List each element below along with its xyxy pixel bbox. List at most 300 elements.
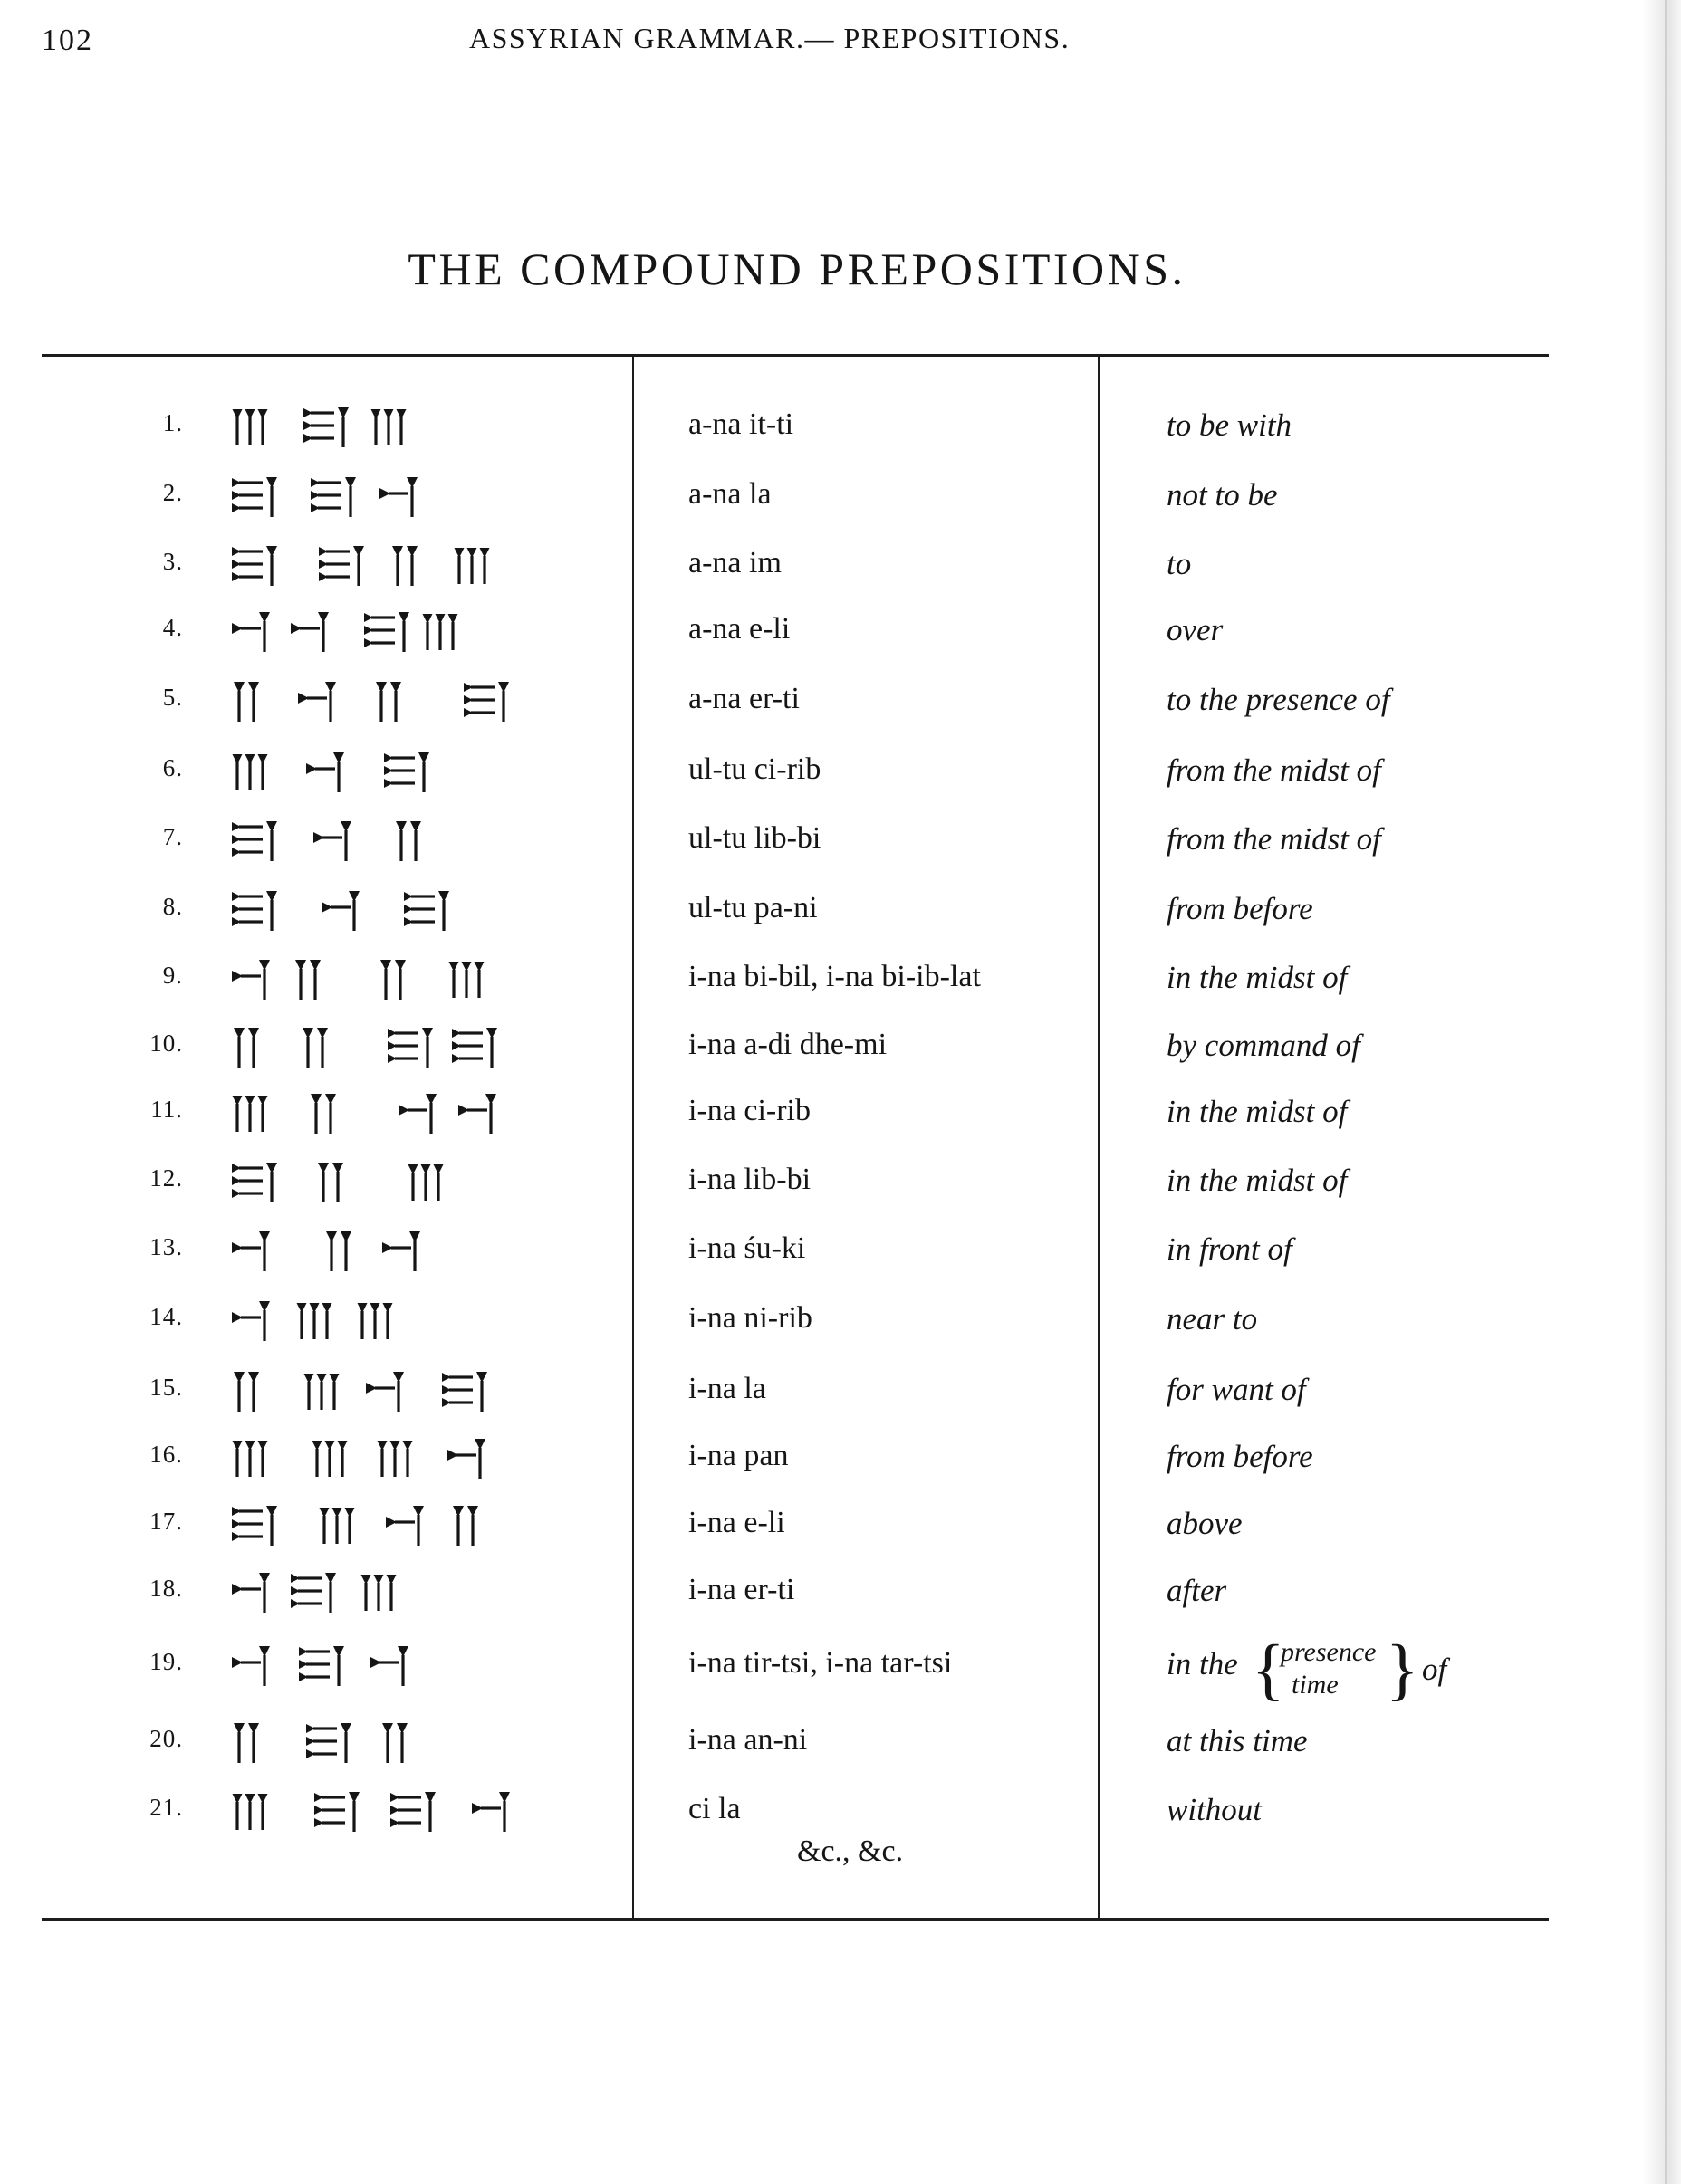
wedge-mark (404, 905, 435, 914)
wedge-mark (341, 1723, 351, 1763)
cuneiform-glyphs (226, 541, 607, 588)
meaning (1167, 682, 1390, 718)
cuneiform-glyphs (226, 1786, 607, 1834)
wedge-mark (306, 1737, 337, 1746)
transliteration: i-na lib-bi (688, 1163, 812, 1196)
wedge-mark (232, 1507, 263, 1516)
cuneiform-glyphs (226, 1366, 607, 1413)
meaning-text: in the midst of (1167, 1094, 1348, 1129)
meaning (1167, 1372, 1306, 1408)
table-row (0, 470, 1540, 524)
meaning-text: in the (1167, 1646, 1238, 1681)
wedge-mark (475, 962, 485, 998)
cuneiform-signs (226, 886, 607, 933)
table-row (0, 539, 1540, 593)
cuneiform-glyphs (226, 1296, 607, 1343)
wedge-mark (452, 1054, 483, 1063)
wedge-mark (333, 1646, 344, 1686)
wedge-mark (407, 546, 418, 586)
wedge-mark (259, 1231, 270, 1271)
wedge-mark (395, 960, 406, 1000)
wedge-mark (233, 1441, 243, 1477)
wedge-mark (436, 614, 446, 650)
wedge-mark (306, 1749, 337, 1758)
wedge-mark (232, 478, 263, 487)
wedge-mark (266, 546, 277, 586)
wedge-mark (258, 1441, 268, 1477)
wedge-mark (384, 753, 415, 762)
wedge-mark (364, 626, 395, 635)
wedge-mark (232, 547, 263, 556)
wedge-mark (349, 891, 360, 931)
wedge-mark (258, 1096, 268, 1132)
wedge-mark (383, 1303, 393, 1339)
wedge-mark (325, 1094, 336, 1134)
wedge-mark (303, 408, 334, 417)
wedge-mark (310, 1303, 320, 1339)
wedge-mark (341, 1231, 351, 1271)
wedge-mark (397, 1723, 408, 1763)
wedge-mark (386, 1517, 415, 1528)
transliteration: i-na an-ni (688, 1723, 808, 1757)
wedge-mark (366, 1383, 395, 1394)
wedge-mark (425, 1792, 436, 1832)
cuneiform-signs (226, 607, 607, 654)
wedge-mark (409, 1231, 420, 1271)
wedge-mark (299, 1660, 330, 1669)
wedge-mark (378, 1441, 388, 1477)
wedge-mark (266, 821, 277, 861)
wedge-mark (313, 832, 342, 843)
wedge-mark (248, 1028, 259, 1068)
wedge-mark (499, 1792, 510, 1832)
wedge-mark (232, 1657, 261, 1668)
table-row (0, 1365, 1540, 1419)
wedge-mark (498, 682, 509, 722)
wedge-mark (314, 1818, 345, 1827)
wedge-mark (332, 1508, 342, 1544)
entry-number: 14. (149, 1303, 183, 1330)
wedge-mark (410, 821, 421, 861)
table-row (0, 1632, 1540, 1708)
wedge-mark (388, 1029, 418, 1038)
wedge-mark (232, 848, 263, 857)
wedge-mark (384, 766, 415, 775)
wedge-mark (320, 1508, 330, 1544)
wedge-mark (232, 835, 263, 844)
wedge-mark (259, 1573, 270, 1613)
cuneiform-glyphs (226, 1088, 607, 1135)
wedge-mark (442, 1385, 473, 1394)
meaning (1167, 1094, 1347, 1130)
entry-number: 2. (162, 479, 183, 506)
cuneiform-signs (226, 1157, 607, 1204)
wedge-mark (341, 821, 351, 861)
table-row (0, 1087, 1540, 1141)
wedge-mark (232, 1519, 263, 1528)
wedge-mark (404, 917, 435, 926)
brace-after-text: of (1422, 1652, 1447, 1687)
wedge-mark (349, 1792, 360, 1832)
wedge-mark (330, 1374, 340, 1410)
wedge-mark (234, 682, 245, 722)
wedge-mark (396, 821, 407, 861)
meaning-text: after (1167, 1573, 1227, 1608)
entry-number: 12. (149, 1164, 183, 1192)
wedge-mark (311, 503, 341, 512)
wedge-mark (426, 1094, 437, 1134)
running-head: ASSYRIAN GRAMMAR.— PREPOSITIONS. (469, 22, 1071, 54)
meaning-text: without (1167, 1792, 1263, 1827)
wedge-mark (453, 1506, 464, 1546)
wedge-mark (232, 822, 263, 831)
wedge-mark (370, 1657, 399, 1668)
wedge-mark (353, 546, 364, 586)
entry-number: 18. (149, 1575, 183, 1602)
table-row (0, 1716, 1540, 1770)
wedge-mark (442, 1398, 473, 1407)
table-row (0, 1785, 1540, 1839)
table-row (0, 605, 1540, 659)
wedge-mark (384, 409, 394, 445)
wedge-mark (295, 960, 306, 1000)
wedge-mark (232, 1164, 263, 1173)
entry-number: 17. (149, 1508, 183, 1535)
wedge-mark (438, 891, 449, 931)
table-row (0, 953, 1540, 1007)
meaning (1167, 1163, 1347, 1199)
wedge-mark (318, 612, 329, 652)
cuneiform-glyphs (226, 1500, 607, 1547)
meaning-text: to (1167, 546, 1192, 581)
transliteration: a-na e-li (688, 612, 791, 646)
transliteration: i-na śu-ki (688, 1231, 806, 1265)
wedge-mark (258, 409, 268, 445)
wedge-mark (390, 1441, 400, 1477)
meaning-text: over (1167, 612, 1224, 647)
entry-number: 9. (162, 962, 183, 989)
table-row (0, 1155, 1540, 1210)
cuneiform-signs (226, 1433, 607, 1480)
wedge-mark (480, 548, 490, 584)
transliteration: i-na a-di dhe-mi (688, 1028, 888, 1061)
meaning-text: to be with (1167, 407, 1292, 443)
meaning (1167, 1028, 1360, 1064)
wedge-mark (232, 1312, 261, 1323)
wedge-mark (448, 614, 458, 650)
entry-number: 19. (149, 1648, 183, 1675)
transliteration: a-na im (688, 546, 782, 580)
wedge-mark (407, 477, 418, 517)
page-edge (1643, 0, 1681, 2184)
meaning (1167, 1792, 1262, 1828)
wedge-mark (361, 1575, 371, 1611)
left-brace: { (1252, 1632, 1285, 1708)
wedge-mark (233, 1096, 243, 1132)
wedge-mark (390, 1793, 421, 1802)
wedge-mark (358, 1303, 368, 1339)
wedge-mark (322, 902, 351, 913)
wedge-mark (232, 623, 261, 634)
cuneiform-signs (226, 1641, 607, 1688)
wedge-mark (291, 623, 320, 634)
cuneiform-glyphs (226, 1157, 607, 1204)
wedge-mark (379, 488, 408, 499)
cuneiform-glyphs (226, 472, 607, 519)
meaning-text: in the midst of (1167, 960, 1348, 995)
wedge-mark (291, 1586, 322, 1595)
wedge-mark (245, 409, 255, 445)
wedge-mark (232, 1176, 263, 1185)
wedge-mark (472, 1803, 501, 1814)
meaning (1167, 612, 1223, 648)
wedge-mark (299, 1647, 330, 1656)
meaning-text: not to be (1167, 477, 1278, 512)
wedge-mark (258, 754, 268, 790)
cuneiform-signs (226, 402, 607, 449)
meaning-text: above (1167, 1506, 1243, 1541)
wedge-mark (390, 1818, 421, 1827)
wedge-mark (485, 1094, 496, 1134)
wedge-mark (422, 1028, 433, 1068)
meaning (1167, 1573, 1226, 1609)
transliteration: ci la (688, 1792, 741, 1825)
wedge-mark (345, 1508, 355, 1544)
meaning-text: from the midst of (1167, 752, 1381, 788)
cuneiform-signs (226, 1786, 607, 1834)
wedge-mark (464, 695, 495, 704)
meaning-text: to the presence of (1167, 682, 1390, 717)
wedge-mark (306, 763, 335, 774)
wedge-mark (248, 1723, 259, 1763)
wedge-mark (332, 1163, 343, 1202)
wedge-mark (390, 1806, 421, 1815)
wedge-mark (232, 572, 263, 581)
wedge-mark (462, 962, 472, 998)
wedge-mark (364, 638, 395, 647)
wedge-mark (319, 560, 350, 569)
wedge-mark (232, 491, 263, 500)
wedge-mark (384, 779, 415, 788)
wedge-mark (311, 1094, 322, 1134)
meaning-text: from the midst of (1167, 821, 1381, 857)
wedge-mark (259, 1646, 270, 1686)
meaning-text: at this time (1167, 1723, 1308, 1758)
transliteration: i-na er-ti (688, 1573, 795, 1606)
transliteration: a-na it-ti (688, 407, 794, 441)
wedge-mark (442, 1373, 473, 1382)
meaning-text: from before (1167, 1439, 1313, 1474)
wedge-mark (245, 1794, 255, 1830)
transliteration: i-na pan (688, 1439, 789, 1472)
cuneiform-glyphs (226, 607, 607, 654)
wedge-mark (298, 693, 327, 704)
transliteration: a-na er-ti (688, 682, 800, 715)
transliteration: a-na la (688, 477, 772, 511)
section-title: THE COMPOUND PREPOSITIONS. (408, 244, 1186, 294)
cuneiform-signs (226, 1226, 607, 1273)
wedge-mark (388, 1054, 418, 1063)
wedge-mark (297, 1303, 307, 1339)
wedge-mark (303, 1028, 313, 1068)
cuneiform-signs (226, 816, 607, 863)
table-row (0, 1499, 1540, 1553)
wedge-mark (232, 905, 263, 914)
transliteration: i-na tir-tsi, i-na tar-tsi (688, 1646, 953, 1680)
cuneiform-signs (226, 676, 607, 723)
wedge-mark (303, 421, 334, 430)
wedge-mark (370, 1303, 380, 1339)
wedge-mark (233, 409, 243, 445)
wedge-mark (266, 891, 277, 931)
wedge-mark (291, 1574, 322, 1583)
transliteration: i-na ni-rib (688, 1301, 812, 1335)
meaning-text: for want of (1167, 1372, 1306, 1407)
wedge-mark (232, 1532, 263, 1541)
meaning-brace-group (1252, 1632, 1451, 1708)
table-row (0, 675, 1540, 729)
meaning-text: near to (1167, 1301, 1258, 1336)
meaning (1167, 891, 1313, 927)
wedge-mark (399, 1105, 427, 1116)
wedge-mark (314, 1793, 345, 1802)
cuneiform-glyphs (226, 1641, 607, 1688)
wedge-mark (232, 971, 261, 982)
wedge-mark (399, 612, 409, 652)
wedge-mark (371, 409, 381, 445)
cuneiform-glyphs (226, 1226, 607, 1273)
wedge-mark (455, 548, 465, 584)
wedge-mark (423, 614, 433, 650)
wedge-mark (434, 1164, 444, 1201)
wedge-mark (408, 1164, 418, 1201)
wedge-mark (418, 752, 429, 792)
page-edge-shadow (1665, 0, 1667, 2184)
meaning (1167, 1632, 1447, 1708)
wedge-mark (325, 682, 336, 722)
wedge-mark (259, 960, 270, 1000)
table-row (0, 814, 1540, 868)
wedge-mark (319, 547, 350, 556)
entry-number: 15. (149, 1374, 183, 1401)
transliteration: ul-tu lib-bi (688, 821, 821, 855)
cuneiform-signs (226, 1718, 607, 1765)
meaning (1167, 1301, 1257, 1337)
wedge-mark (449, 962, 459, 998)
wedge-mark (266, 1163, 277, 1202)
wedge-mark (311, 478, 341, 487)
cuneiform-glyphs (226, 676, 607, 723)
cuneiform-glyphs (226, 402, 607, 449)
wedge-mark (397, 409, 407, 445)
wedge-mark (258, 1794, 268, 1830)
page-number: 102 (42, 24, 93, 57)
entry-number: 21. (149, 1794, 183, 1821)
cuneiform-signs (226, 954, 607, 1001)
transliteration: ul-tu pa-ni (688, 891, 818, 924)
wedge-mark (390, 682, 401, 722)
table-row (0, 400, 1540, 455)
cuneiform-signs (226, 1567, 607, 1614)
wedge-mark (233, 754, 243, 790)
wedge-mark (248, 1372, 259, 1412)
wedge-mark (393, 1372, 404, 1412)
wedge-mark (326, 1231, 337, 1271)
table-top-rule (42, 354, 1549, 357)
wedge-mark (388, 1041, 418, 1050)
wedge-mark (317, 1028, 328, 1068)
entry-number: 8. (162, 893, 183, 920)
wedge-mark (380, 960, 391, 1000)
meaning (1167, 1439, 1313, 1475)
wedge-mark (232, 560, 263, 569)
entry-number: 1. (162, 409, 183, 436)
transliteration: ul-tu ci-rib (688, 752, 821, 786)
entry-number: 7. (162, 823, 183, 850)
meaning (1167, 1231, 1292, 1268)
wedge-mark (467, 1506, 478, 1546)
entry-number: 6. (162, 754, 183, 781)
transliteration: i-na e-li (688, 1506, 785, 1539)
cuneiform-glyphs (226, 1567, 607, 1614)
wedge-mark (452, 1041, 483, 1050)
wedge-mark (318, 1163, 329, 1202)
wedge-mark (232, 917, 263, 926)
wedge-mark (310, 960, 321, 1000)
cuneiform-glyphs (226, 1433, 607, 1480)
wedge-mark (475, 1439, 485, 1479)
wedge-mark (234, 1723, 245, 1763)
wedge-mark (319, 572, 350, 581)
wedge-mark (291, 1599, 322, 1608)
meaning-text: from before (1167, 891, 1313, 926)
wedge-mark (266, 1506, 277, 1546)
cuneiform-signs (226, 1366, 607, 1413)
transliteration: i-na ci-rib (688, 1094, 811, 1127)
table-row (0, 1566, 1540, 1620)
wedge-mark (314, 1806, 345, 1815)
entry-number: 11. (150, 1096, 183, 1123)
meaning (1167, 546, 1191, 582)
entry-number: 13. (149, 1233, 183, 1260)
wedge-mark (345, 477, 356, 517)
table-bottom-rule (42, 1918, 1549, 1921)
transliteration: i-na bi-bil, i-na bi-ib-lat (688, 960, 981, 993)
wedge-mark (232, 1584, 261, 1595)
wedge-mark (232, 1189, 263, 1198)
wedge-mark (458, 1105, 487, 1116)
wedge-mark (259, 1301, 270, 1341)
wedge-mark (467, 548, 477, 584)
wedge-mark (452, 1029, 483, 1038)
wedge-mark (299, 1672, 330, 1681)
entry-number: 10. (149, 1030, 183, 1057)
wedge-mark (364, 613, 395, 622)
wedge-mark (245, 754, 255, 790)
table-row (0, 1432, 1540, 1486)
wedge-mark (304, 1374, 314, 1410)
wedge-mark (245, 1441, 255, 1477)
wedge-mark (404, 892, 435, 901)
wedge-mark (233, 1794, 243, 1830)
wedge-mark (306, 1724, 337, 1733)
wedge-mark (232, 503, 263, 512)
brace-upper-text: presence (1281, 1637, 1377, 1667)
meaning-text: in front of (1167, 1231, 1292, 1267)
wedge-mark (234, 1028, 245, 1068)
wedge-mark (333, 752, 344, 792)
entry-number: 4. (162, 614, 183, 641)
